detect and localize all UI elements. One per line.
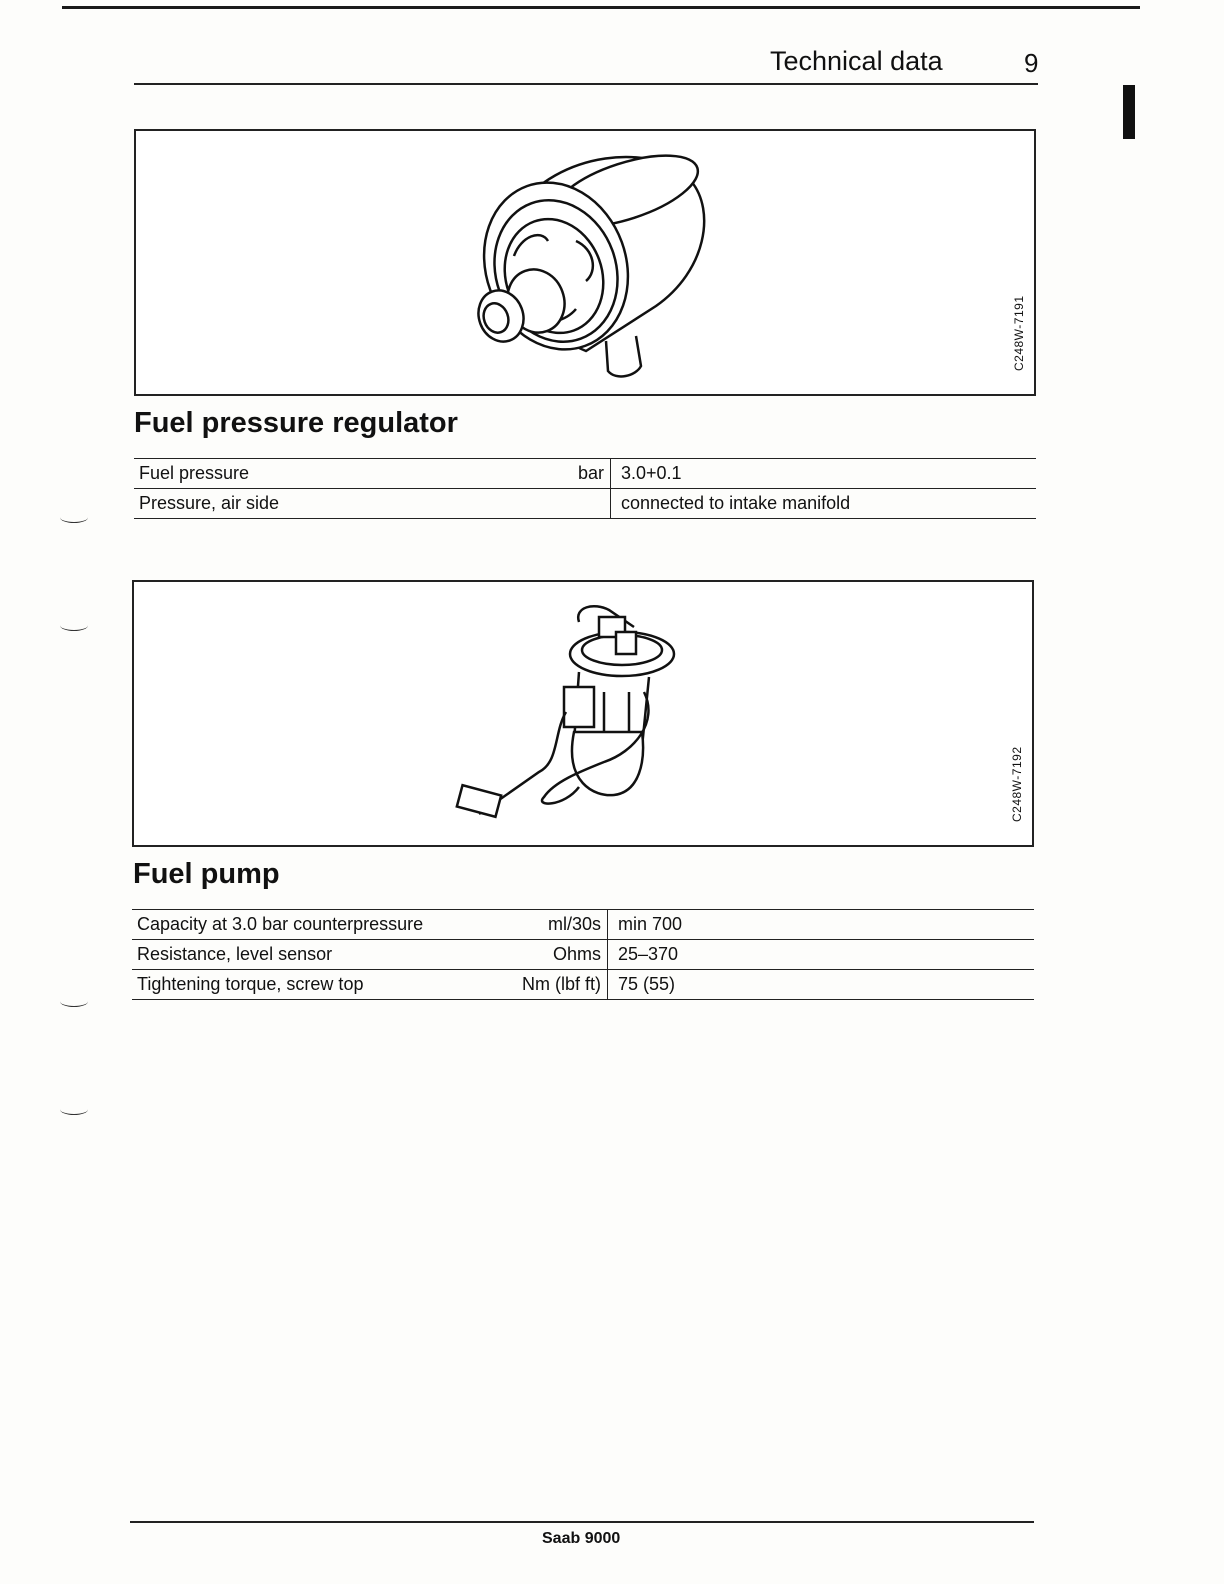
footer-rule xyxy=(130,1521,1034,1523)
spec-value: 25–370 xyxy=(607,940,1034,969)
spec-unit: Ohms xyxy=(552,944,601,964)
fuel-pressure-regulator-illustration xyxy=(136,131,1034,394)
table-row xyxy=(132,970,1034,1000)
spec-label: Resistance, level sensor xyxy=(137,944,333,964)
binder-hole-mark xyxy=(60,1104,88,1115)
pump-spec-table xyxy=(132,909,1034,1000)
page-number: 9 xyxy=(1024,48,1039,78)
header-rule xyxy=(134,83,1038,85)
spec-unit: ml/30s xyxy=(547,914,601,934)
footer-model-name: Saab 9000 xyxy=(542,1530,621,1547)
fuel-pump-illustration xyxy=(134,582,1032,845)
binder-hole-mark xyxy=(60,512,88,523)
spec-label: Capacity at 3.0 bar counterpressure xyxy=(137,914,424,934)
page-header-title: Technical data xyxy=(770,46,943,76)
section-title-regulator: Fuel pressure regulator xyxy=(134,407,458,439)
spec-label: Tightening torque, screw top xyxy=(137,974,364,994)
spec-unit: Nm (lbf ft) xyxy=(522,974,601,994)
binder-hole-mark xyxy=(60,620,88,631)
spec-label: Fuel pressure xyxy=(139,463,250,483)
section-title-pump: Fuel pump xyxy=(133,858,280,890)
table-row xyxy=(132,910,1034,940)
spec-value: 75 (55) xyxy=(607,970,1034,999)
table-row xyxy=(132,940,1034,970)
figure-code: C248W-7191 xyxy=(1012,295,1026,371)
pump-figure xyxy=(132,580,1034,847)
binder-hole-mark xyxy=(60,996,88,1007)
spec-unit: bar xyxy=(577,463,604,483)
regulator-spec-table xyxy=(134,458,1036,519)
section-tab-marker xyxy=(1123,85,1135,139)
figure-code: C248W-7192 xyxy=(1010,746,1024,822)
regulator-figure xyxy=(134,129,1036,396)
top-border-rule xyxy=(62,6,1140,9)
spec-value: connected to intake manifold xyxy=(610,489,1036,518)
table-row xyxy=(134,489,1036,519)
spec-value: 3.0+0.1 xyxy=(610,459,1036,488)
spec-label: Pressure, air side xyxy=(139,493,280,513)
spec-value: min 700 xyxy=(607,910,1034,939)
table-row xyxy=(134,459,1036,489)
